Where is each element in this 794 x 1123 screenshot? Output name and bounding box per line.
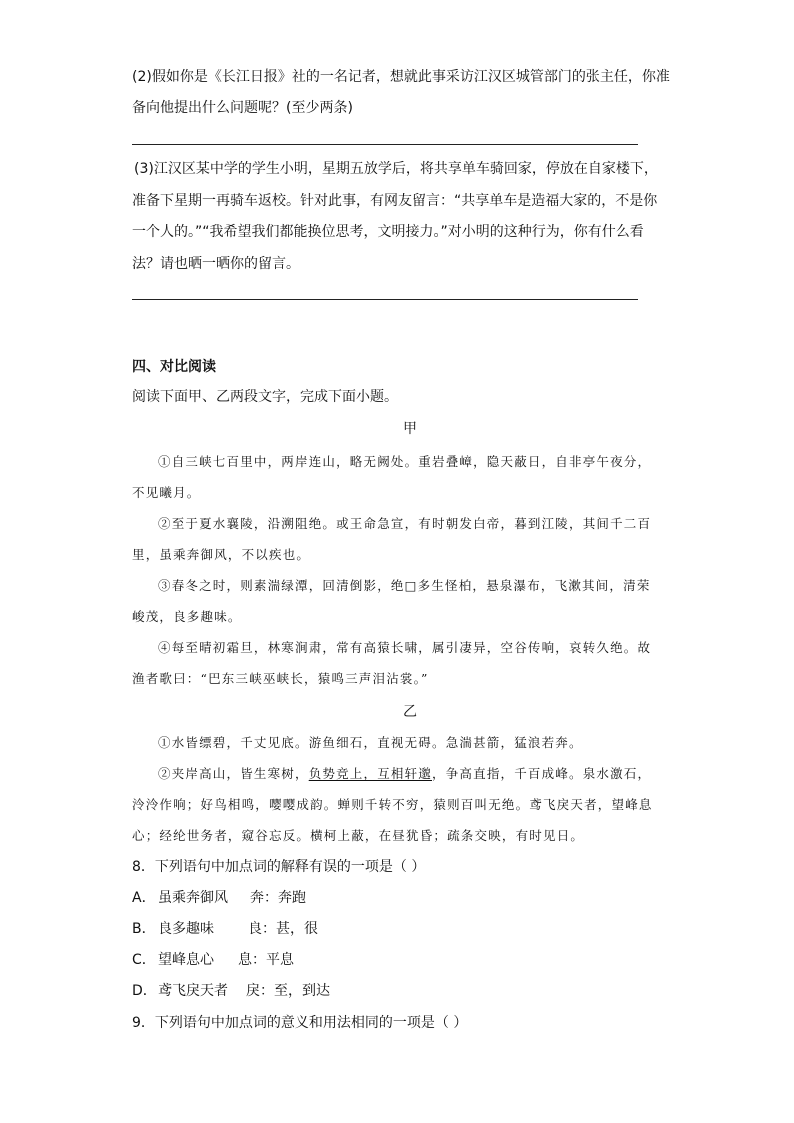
- yi-paragraph-1: ①水皆缥碧，千丈见底。游鱼细石，直视无碍。急湍甚箭，猛浪若奔。: [158, 735, 583, 750]
- yi-paragraph-2-line-3: 心；经纶世务者，窥谷忘反。横柯上蔽，在昼犹昏；疏条交映，有时见日。: [132, 828, 585, 843]
- option-phrase: 鸢飞戾天者: [158, 983, 228, 999]
- option-phrase: 良多趣味: [158, 921, 214, 937]
- missing-character-box: □: [404, 578, 418, 593]
- jia-paragraph-1-line-1: ①自三峡七百里中，两岸连山，略无阙处。重岩叠嶂，隐天蔽日，自非亭午夜分，: [158, 454, 652, 469]
- option-gloss: 良：甚，很: [248, 921, 318, 937]
- underlined-phrase: 负势竞上，互相轩邈: [308, 766, 433, 781]
- q8-option-c: C． 望峰息心 息：平息: [132, 952, 294, 968]
- jia-p3-text-a: ③春冬之时，则素湍绿潭，回清倒影，绝: [158, 578, 405, 593]
- jia-paragraph-3-line-1: [158, 576, 651, 596]
- jia-paragraph-2-line-1: ②至于夏水襄陵，沿溯阻绝。或王命急宣，有时朝发白帝，暮到江陵，其间千二百: [158, 516, 652, 531]
- option-phrase: 望峰息心: [158, 952, 214, 968]
- answer-line-q3: [132, 299, 638, 300]
- option-gloss: 奔：奔跑: [250, 890, 306, 906]
- option-gloss: 戾：至，到达: [246, 983, 330, 999]
- q8-option-a: A． 虽乘奔御风 奔：奔跑: [132, 890, 306, 906]
- section-instruction: 阅读下面甲、乙两段文字，完成下面小题。: [132, 389, 398, 405]
- q3-text-line-4: 法？请也晒一晒你的留言。: [132, 256, 300, 272]
- q3-text-line-2: 准备下星期一再骑车返校。针对此事，有网友留言：“共享单车是造福大家的，不是你: [132, 193, 658, 209]
- q8-option-d: D．鸢飞戾天者 戾：至，到达: [132, 983, 330, 999]
- yi-paragraph-2-line-2: 泠泠作响；好鸟相鸣，嘤嘤成韵。蝉则千转不穷，猿则百叫无绝。鸢飞戾天者，望峰息: [132, 797, 653, 812]
- q2-text-line-1: (2)假如你是《长江日报》社的一名记者，想就此事采访江汉区城管部门的张主任，你准: [132, 69, 670, 85]
- passage-jia-title: 甲: [403, 421, 417, 437]
- jia-p3-text-b: 多生怪柏，悬泉瀑布，飞漱其间，清荣: [417, 578, 651, 593]
- jia-paragraph-1-line-2: 不见曦月。: [132, 485, 201, 500]
- q8-option-b: B． 良多趣味 良：甚，很: [132, 921, 318, 937]
- q8-stem: 8．下列语句中加点词的解释有误的一项是（ ）: [132, 859, 426, 875]
- jia-paragraph-4-line-1: ④每至晴初霜旦，林寒涧肃，常有高猿长啸，属引凄异，空谷传响，哀转久绝。故: [158, 640, 652, 655]
- yi-paragraph-2-line-1: [158, 764, 651, 784]
- q2-text-line-2: 备向他提出什么问题呢？(至少两条): [132, 100, 353, 116]
- answer-line-q2: [132, 144, 638, 145]
- q3-text-line-1: (3)江汉区某中学的学生小明，星期五放学后，将共享单车骑回家，停放在自家楼下，: [134, 161, 658, 177]
- option-phrase: 虽乘奔御风: [158, 890, 228, 906]
- passage-yi-title: 乙: [403, 704, 417, 720]
- yi-p2-text-b: ，争高直指，千百成峰。泉水激石，: [432, 766, 652, 781]
- option-gloss: 息：平息: [238, 952, 294, 968]
- jia-paragraph-3-line-2: 峻茂，良多趣味。: [132, 609, 242, 624]
- section-heading: 四、对比阅读: [132, 359, 216, 375]
- q3-text-line-3: 一个人的。”“我希望我们都能换位思考，文明接力。”对小明的这种行为，你有什么看: [132, 224, 644, 240]
- jia-paragraph-4-line-2: 渔者歌曰：“巴东三峡巫峡长，猿鸣三声泪沾裳。”: [132, 671, 429, 686]
- jia-paragraph-2-line-2: 里，虽乘奔御风，不以疾也。: [132, 547, 311, 562]
- yi-p2-text-a: ②夹岸高山，皆生寒树，: [158, 766, 309, 781]
- q9-stem: 9．下列语句中加点词的意义和用法相同的一项是（ ）: [132, 1015, 468, 1031]
